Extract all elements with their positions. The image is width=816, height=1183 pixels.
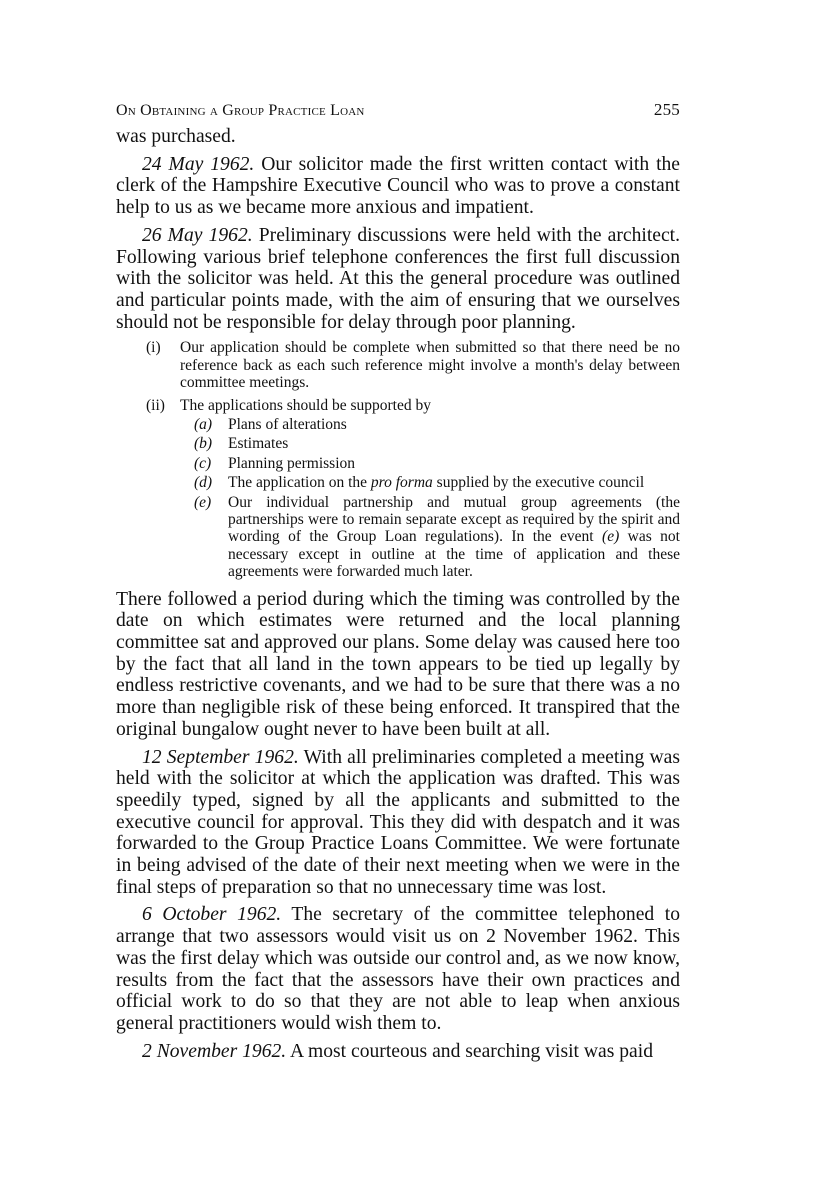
item-text: Plans of alterations bbox=[228, 415, 347, 433]
point-number: (ii) bbox=[146, 396, 165, 414]
paragraph-text: Our solicitor made the first written contact with the clerk of the Hampshire Executive Council who was to prove a constant help to us as we became more anxious and impatient. bbox=[116, 153, 681, 219]
item-text: supplied by the executive council bbox=[432, 474, 645, 492]
item-text: was not necessary except in outline at the time of application and these agreements were forwarded much later. bbox=[228, 528, 680, 581]
paragraph-text: Preliminary discussions were held with the architect. Following various brief telephone conferences the first full discussion with the solicitor was held. At this the general procedure was outlined and particular points made, with the aim of ensuring that we ourselves should not be responsible for delay through poor planning. bbox=[116, 224, 681, 333]
paragraph bbox=[116, 747, 680, 899]
item-text: Estimates bbox=[228, 435, 289, 453]
list-item bbox=[180, 494, 680, 581]
item-label: (d) bbox=[194, 474, 213, 492]
entry-date: 12 September 1962. bbox=[142, 746, 299, 768]
entry-date: 26 May 1962. bbox=[142, 224, 253, 246]
point-text: The applications should be supported by bbox=[180, 396, 431, 414]
paragraph-text: A most courteous and searching visit was paid bbox=[286, 1040, 653, 1062]
paragraph-text: The secretary of the committee telephoned to arrange that two assessors would visit us on 2 November 1962. This was the first delay which was outside our control and, as we now know, results from the fact that the assessors have their own practices and official work to do so that they are not able to leap when anxious general practitioners would wish them to. bbox=[116, 904, 680, 1034]
book-page bbox=[116, 100, 680, 1068]
item-label: (a) bbox=[194, 415, 213, 433]
paragraph-text: With all preliminaries completed a meeting was held with the solicitor at which the application was drafted. This was speedily typed, signed by all the applicants and submitted to the executive council for approval. This they did with despatch and it was forwarded to the Group Practice Loans Committee. We were fortunate in being advised of the date of their next meeting when we were in the final steps of preparation so that no unnecessary time was lost. bbox=[116, 746, 680, 898]
entry-date: 24 May 1962. bbox=[142, 153, 255, 175]
item-emphasis: (e) bbox=[602, 528, 620, 546]
list-item bbox=[180, 416, 680, 433]
paragraph bbox=[116, 1041, 680, 1063]
point-ii bbox=[116, 397, 680, 583]
item-text: Planning permission bbox=[228, 454, 356, 472]
item-emphasis: pro forma bbox=[370, 474, 433, 492]
list-item bbox=[180, 455, 680, 472]
point-number: (i) bbox=[146, 339, 161, 357]
body-text bbox=[116, 126, 680, 333]
paragraph bbox=[116, 589, 680, 741]
numbered-points bbox=[116, 339, 680, 582]
item-label: (e) bbox=[194, 493, 212, 511]
paragraph bbox=[116, 225, 680, 334]
body-text-continued bbox=[116, 589, 680, 1063]
item-label: (c) bbox=[194, 454, 212, 472]
paragraph-text: There followed a period during which the timing was controlled by the date on which estimates were returned and the local planning committee sat and approved our plans. Some delay was caused here too by the fact that all land in the town appears to be tied up legally by endless restrictive covenants, and we had to be sure that there was a no more than negligible risk of these being enforced. It transpired that the original bungalow ought never to have been built at all. bbox=[116, 588, 680, 740]
item-text: The application on the bbox=[228, 474, 371, 492]
page-header bbox=[116, 100, 680, 120]
supporting-documents-list bbox=[180, 416, 680, 581]
running-title: On Obtaining a Group Practice Loan bbox=[116, 102, 365, 119]
paragraph bbox=[116, 154, 680, 219]
paragraph bbox=[116, 126, 680, 148]
paragraph bbox=[116, 904, 680, 1034]
page-number: 255 bbox=[653, 100, 680, 119]
entry-date: 6 October 1962. bbox=[142, 904, 282, 926]
entry-date: 2 November 1962. bbox=[142, 1040, 287, 1062]
paragraph-text: was purchased. bbox=[116, 126, 236, 147]
list-item bbox=[180, 474, 680, 491]
item-text: Our individual partnership and mutual group agreements (the partnerships were to remain separate except as required by the spirit and wording of the Group Loan regulations). In the event bbox=[228, 493, 680, 546]
point-text: Our application should be complete when submitted so that there need be no reference back as each such reference might involve a month's delay between committee meetings. bbox=[180, 339, 680, 392]
item-label: (b) bbox=[194, 435, 213, 453]
list-item bbox=[180, 435, 680, 452]
point-i bbox=[116, 339, 680, 391]
